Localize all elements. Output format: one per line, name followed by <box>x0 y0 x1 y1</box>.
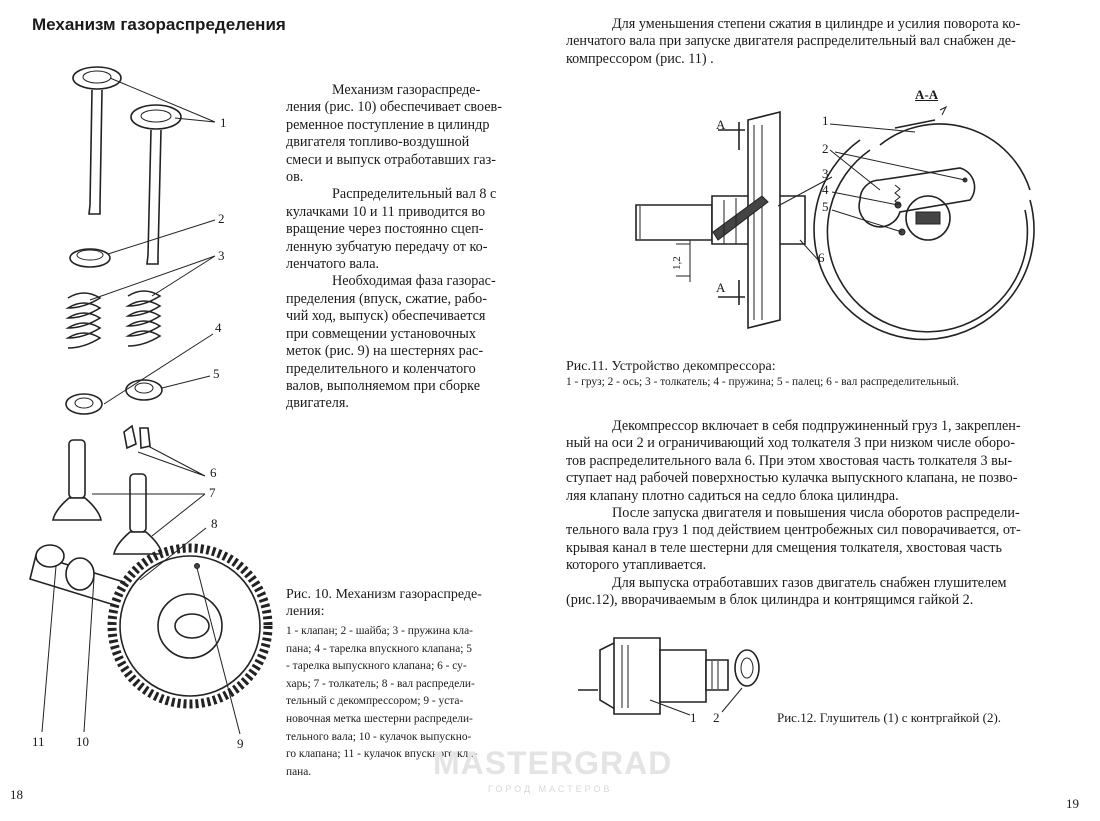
fig12-caption: Рис.12. Глушитель (1) с контргайкой (2). <box>777 710 1002 725</box>
paragraph-3: Необходимая фаза газорас- пределения (впуск, сжатие, рабо- чий ход, выпуск) обеспечивается при совмещении установочных меток (рис. 9) на шестернях рас- пределительного и коленчатого валов, выполняемом при сборке двигателя. <box>286 273 496 412</box>
left-text-block <box>286 82 520 413</box>
fig10-label-4: 4 <box>215 320 222 335</box>
fig10-label-10: 10 <box>76 734 89 749</box>
springs <box>68 291 160 348</box>
page-number-right: 19 <box>1066 796 1079 811</box>
page-number-left: 18 <box>10 787 23 802</box>
fig10-caption: Рис. 10. Механизм газораспреде- ления: <box>286 587 482 619</box>
fig11-caption: Рис.11. Устройство декомпрессора: <box>566 359 776 374</box>
fig11-label-1: 1 <box>822 113 829 128</box>
fig11-label-A-bottom: А <box>716 280 726 295</box>
fig10-label-3: 3 <box>218 248 225 263</box>
fig11-section-label: А-А <box>915 87 939 102</box>
fig10-label-6: 6 <box>210 465 217 480</box>
right-body <box>566 418 1084 609</box>
washer <box>70 249 110 267</box>
fig12-muffler-drawing <box>570 625 770 735</box>
fig12-label-2: 2 <box>713 710 720 725</box>
fig11-label-3: 3 <box>822 166 829 181</box>
body-paragraph-3: Для выпуска отработавших газов двигатель снабжен глушителем (рис.12), вворачиваемым в блок цилиндра и контрящимся гайкой 2. <box>566 574 1007 609</box>
fig11-dimension-label: 1,2 <box>671 256 683 270</box>
fig11-legend: 1 - груз; 2 - ось; 3 - толкатель; 4 - пружина; 5 - палец; 6 - вал распределительный. <box>566 376 959 388</box>
fig11-label-2: 2 <box>822 141 829 156</box>
fig10-label-11: 11 <box>32 734 45 749</box>
valve-right <box>131 105 181 264</box>
right-intro: Для уменьшения степени сжатия в цилиндре и усилия поворота ко- ленчатого вала при запуске двигателя распределительный вал снабжен де- компрессором (рис. 11) . <box>566 16 1021 67</box>
fig10-label-8: 8 <box>211 516 218 531</box>
page-title: Механизм газораспределения <box>32 15 286 34</box>
body-paragraph-2: После запуска двигателя и повышения числа оборотов распредели- тельного вала груз 1 под действием центробежных сил поворачивается, от- крывая канал в теле шестерни для смещения толкателя, хвостовая часть которого утапливается. <box>566 505 1021 574</box>
watermark: MASTERGRAD <box>433 745 673 781</box>
camshaft-with-gear <box>30 545 268 704</box>
fig10-label-7: 7 <box>209 485 216 500</box>
section-view <box>814 107 1034 339</box>
fig11-label-4: 4 <box>822 182 829 197</box>
fig11-label-6: 6 <box>818 250 825 265</box>
fig10-label-2: 2 <box>218 211 225 226</box>
fig12-label-1: 1 <box>690 710 697 725</box>
paragraph-2: Распределительный вал 8 с кулачками 10 и 11 приводится во вращение через постоянно сцеп- ленную зубчатую передачу от ко- ленчатого вала. <box>286 186 497 273</box>
tappets <box>53 440 162 554</box>
valve-left <box>73 67 121 214</box>
fig11-decompressor-drawing <box>630 82 1050 342</box>
fig11-label-A-top: А <box>716 117 726 132</box>
fig10-label-5: 5 <box>213 366 220 381</box>
paragraph-1: Механизм газораспреде- ления (рис. 10) обеспечивает своев- ременное поступление в цилиндр двигателя топливо-воздушной смеси и выпуск отработавших газ- ов. <box>286 82 502 186</box>
fig10-label-1: 1 <box>220 115 227 130</box>
valve-keepers <box>124 426 150 448</box>
fig10-valve-mechanism-drawing <box>0 50 270 770</box>
watermark-subtext: ГОРОД МАСТЕРОВ <box>488 784 613 794</box>
fig10-label-9: 9 <box>237 736 244 751</box>
fig10-legend: 1 - клапан; 2 - шайба; 3 - пружина кла- пана; 4 - тарелка впускного клапана; 5 - тарелка выпускного клапана; 6 - су- харь; 7 - толкатель; 8 - вал распредели- тельный с декомпрессором; 9 - уста- новочная метка шестерни распредели- тельного вала; 10 - кулачок выпускно- го клапана; 11 - кулачок впускного кла- пана. <box>286 625 478 778</box>
fig11-label-5: 5 <box>822 199 829 214</box>
body-paragraph-1: Декомпрессор включает в себя подпружиненный груз 1, закреплен- ный на оси 2 и ограничивающий ход толкателя 3 при низком числе оборо- тов распределительного вала 6. При этом хвостовая часть толкателя 3 вы- ступает над рабочей поверхностью кулачка выпускного клапана, не позво- ляя клапану плотно садиться на седло блока цилиндра. <box>566 418 1021 504</box>
